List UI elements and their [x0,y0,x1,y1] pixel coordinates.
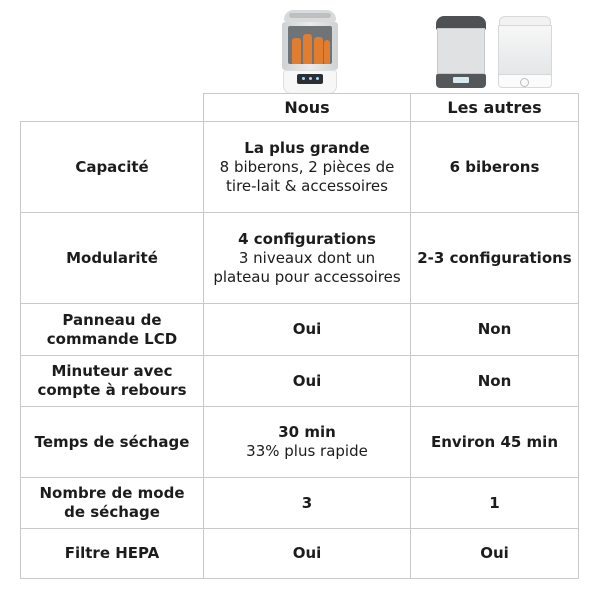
feature-label: Capacité [21,122,204,213]
others-value: 1 [489,493,500,512]
bottle-icon [292,38,301,64]
ours-value: 30 min [278,423,336,441]
product-body [498,25,552,76]
feature-label: Panneau de commande LCD [21,304,204,356]
ours-value: 3 [301,493,313,512]
product-window [288,26,332,64]
table-header-row [21,94,579,122]
lcd-light [302,77,305,80]
ours-detail: 3 niveaux dont un plateau pour accessoires [213,248,401,286]
competitor-product-white-image [498,16,552,88]
ours-cell [204,122,411,213]
bottle-icon [324,40,330,64]
ours-value: Oui [292,320,322,338]
feature-label: Nombre de mode de séchage [21,478,204,529]
bottle-icon [303,34,312,64]
power-button-icon [520,78,529,87]
ours-value: La plus grande [244,138,370,157]
ours-cell [204,213,411,304]
others-value: 2-3 configurations [417,248,572,267]
others-cell [411,304,579,356]
others-value: 6 biberons [449,157,540,176]
table-row [21,478,579,529]
others-value: Non [477,320,512,338]
feature-label: Modularité [21,213,204,304]
ours-value: Oui [292,371,322,390]
table-row [21,213,579,304]
competitor-product-gray-image [436,16,486,88]
others-value: Non [477,371,512,390]
table-row [21,529,579,579]
product-body [437,28,485,74]
lcd-panel-icon [453,77,469,83]
ours-cell [204,529,411,579]
ours-cell [204,304,411,356]
others-cell [411,529,579,579]
our-product-image [280,10,340,94]
product-lid-handle [289,13,331,18]
others-cell [411,122,579,213]
ours-detail: 8 biberons, 2 pièces de tire-lait & accessoires [219,157,395,195]
ours-cell [204,478,411,529]
feature-label: Minuteur avec compte à rebours [21,356,204,407]
others-cell [411,407,579,478]
others-cell [411,356,579,407]
ours-value: Oui [292,544,322,562]
ours-cell [204,356,411,407]
feature-label: Temps de séchage [21,407,204,478]
column-header-ours: Nous [204,94,411,122]
table-row [21,122,579,213]
ours-value: 4 configurations [238,229,376,248]
feature-label: Filtre HEPA [21,529,204,579]
table-row [21,304,579,356]
table-row [21,407,579,478]
others-value: Environ 45 min [431,432,558,451]
lcd-light [316,77,319,80]
others-value: Oui [480,544,509,562]
column-header-others: Les autres [411,94,579,122]
lcd-light [309,77,312,80]
ours-cell [204,407,411,478]
table-row [21,356,579,407]
comparison-table [20,93,579,579]
bottle-icon [314,37,323,64]
others-cell [411,213,579,304]
ours-detail: 33% plus rapide [246,442,368,460]
others-cell [411,478,579,529]
header-empty-cell [21,94,204,122]
